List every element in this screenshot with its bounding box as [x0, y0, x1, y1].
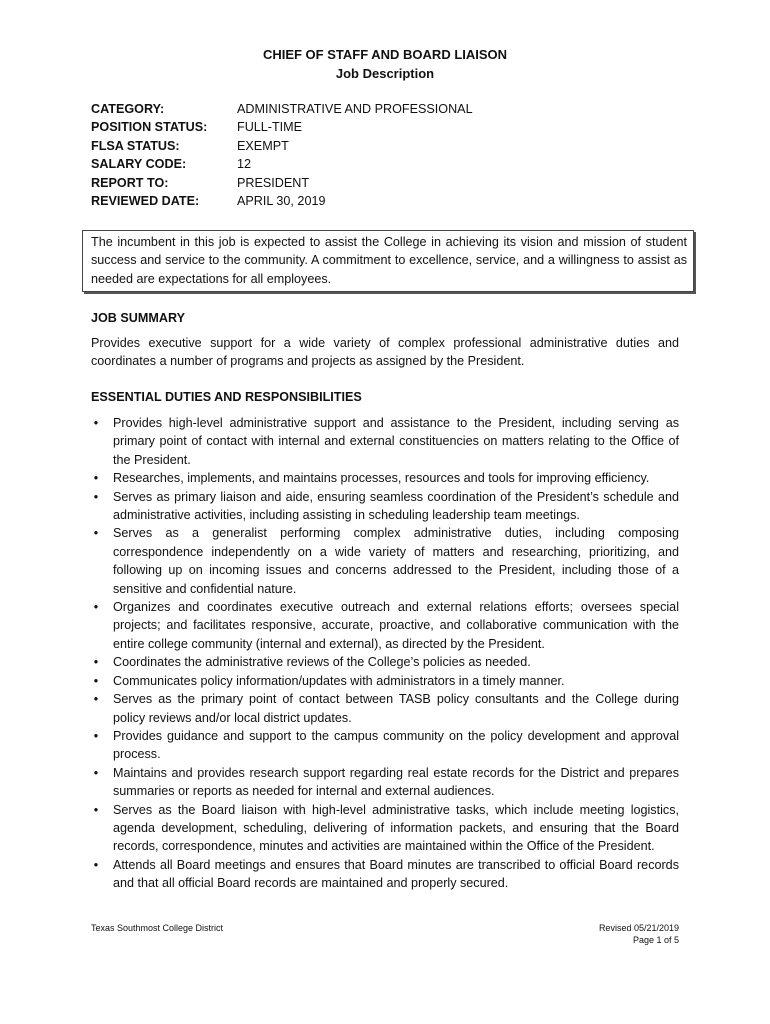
duty-text: Researches, implements, and maintains processes, resources and tools for improving efficiency.: [113, 471, 650, 486]
footer-organization: Texas Southmost College District: [91, 923, 224, 933]
duties-list: [91, 414, 679, 893]
duty-text: Organizes and coordinates executive outreach and external relations efforts; oversees special projects; and facilitates responsive, accurate, proactive, and collaborative communication with the entire college community (internal and external), as directed by the President.: [113, 600, 679, 651]
page-number: Page 1 of 5: [632, 935, 679, 945]
meta-value: EXEMPT: [237, 138, 289, 153]
meta-label: REPORT TO:: [91, 175, 169, 190]
duty-text: Coordinates the administrative reviews of the College’s policies as needed.: [113, 655, 531, 670]
duty-text: Communicates policy information/updates with administrators in a timely manner.: [113, 673, 565, 688]
list-item: [91, 488, 679, 525]
duties-heading: ESSENTIAL DUTIES AND RESPONSIBILITIES: [91, 390, 362, 404]
meta-row-category: [91, 100, 473, 118]
bullet-icon: •: [93, 416, 99, 430]
bullet-icon: •: [93, 489, 99, 504]
meta-row-flsa-status: [91, 137, 473, 155]
list-item: [91, 469, 679, 487]
duty-text: Attends all Board meetings and ensures that Board minutes are transcribed to official Board records and that all official Board records are maintained and properly secured.: [113, 857, 679, 891]
bullet-icon: •: [93, 526, 99, 541]
meta-label: REVIEWED DATE:: [91, 193, 200, 208]
duty-text: Maintains and provides research support regarding real estate records for the District and prepares summaries or reports as needed for internal and external audiences.: [113, 765, 679, 799]
meta-label: FLSA STATUS:: [91, 138, 180, 153]
bullet-icon: •: [93, 471, 99, 486]
meta-value: PRESIDENT: [237, 175, 310, 190]
job-summary-text: Provides executive support for a wide variety of complex professional administrative duties and coordinates a number of programs and projects as assigned by the President.: [91, 336, 679, 369]
bullet-icon: •: [93, 655, 99, 670]
bullet-icon: •: [93, 673, 99, 688]
footer-revision: [599, 922, 679, 946]
meta-label: CATEGORY:: [91, 102, 165, 116]
list-item: [91, 801, 679, 856]
list-item: [91, 764, 679, 801]
meta-value: APRIL 30, 2019: [237, 193, 326, 208]
list-item: [91, 653, 679, 671]
meta-row-report-to: [91, 174, 473, 192]
job-summary-heading: JOB SUMMARY: [91, 311, 185, 325]
meta-label: SALARY CODE:: [91, 157, 187, 172]
duty-text: Serves as the Board liaison with high-level administrative tasks, which include meeting logistics, agenda development, scheduling, delivering of information packets, and ensuring that the Board records, correspondence, minutes and activities are maintained within the Office of the President.: [113, 802, 679, 854]
bullet-icon: •: [93, 692, 99, 707]
bullet-icon: •: [93, 728, 99, 743]
document-subtitle: Job Description: [335, 66, 435, 81]
duty-text: Serves as the primary point of contact between TASB policy consultants and the College during policy reviews and/or local district updates.: [113, 692, 679, 725]
meta-value: ADMINISTRATIVE AND PROFESSIONAL: [237, 102, 473, 116]
bullet-icon: •: [93, 765, 99, 780]
list-item: [91, 524, 679, 598]
list-item: [91, 672, 679, 690]
meta-row-reviewed-date: [91, 192, 473, 210]
list-item: [91, 727, 679, 764]
meta-row-position-status: [91, 118, 473, 136]
list-item: [91, 414, 679, 469]
meta-value: FULL-TIME: [237, 120, 303, 135]
bullet-icon: •: [93, 600, 99, 615]
meta-row-salary-code: [91, 155, 473, 173]
revised-date: Revised 05/21/2019: [598, 923, 679, 933]
bullet-icon: •: [93, 802, 99, 817]
list-item: [91, 598, 679, 653]
duty-text: Serves as a generalist performing complex administrative duties, including composing correspondence independently on a wide variety of matters and researching, prioritizing, and following up on incoming issues and concerns addressed to the President, including those of a sensitive and confidential nature.: [113, 526, 679, 596]
position-details: [91, 100, 473, 210]
duty-text: Provides high-level administrative support and assistance to the President, including serving as primary point of contact with internal and external constituencies on matters relating to the Office of the President.: [113, 416, 679, 467]
duty-text: Provides guidance and support to the campus community on the policy development and approval process.: [113, 728, 679, 762]
list-item: [91, 856, 679, 893]
expectations-notice-box: The incumbent in this job is expected to assist the College in achieving its vision and mission of student success and service to the community. A commitment to excellence, service, and a willingness to assist as needed are expectations for all employees.: [82, 230, 694, 292]
duty-text: Serves as primary liaison and aide, ensuring seamless coordination of the President’s schedule and administrative activities, including assisting in scheduling leadership team meetings.: [113, 489, 679, 523]
bullet-icon: •: [93, 857, 99, 872]
document-title: CHIEF OF STAFF AND BOARD LIAISON: [262, 47, 508, 62]
meta-value: 12: [237, 157, 252, 172]
list-item: [91, 690, 679, 727]
meta-label: POSITION STATUS:: [91, 120, 208, 135]
